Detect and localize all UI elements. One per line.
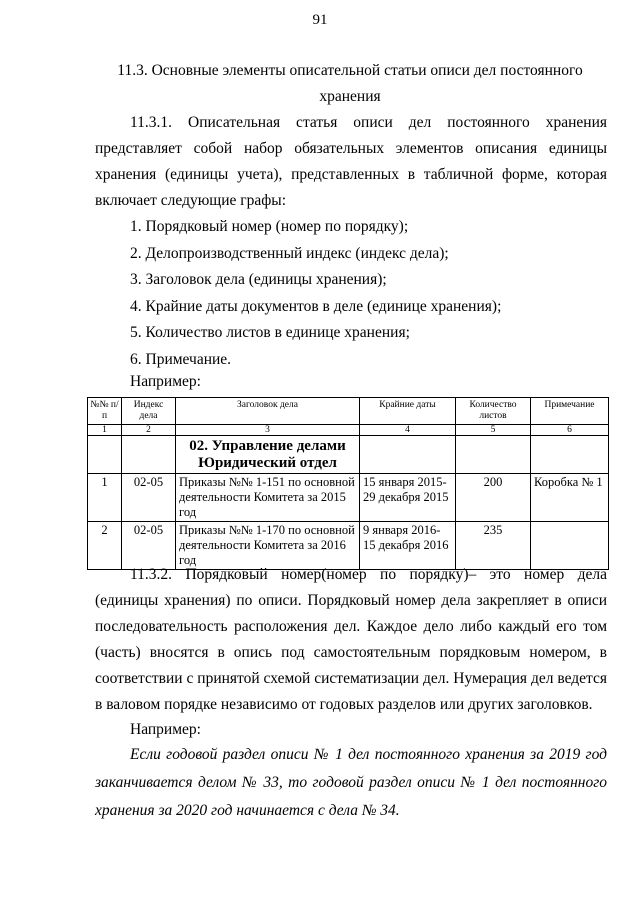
example-text: Если годовой раздел описи № 1 дел постоянного хранения за 2019 год заканчивается делом № 33, то годовой раздел описи № 1 дел постоянного хранения за 2020 год начинается с дела № 34.	[95, 746, 607, 819]
list-item: 3. Заголовок дела (единицы хранения);	[130, 271, 387, 288]
list-item: 5. Количество листов в единице хранения;	[130, 324, 410, 341]
section-row	[88, 436, 609, 474]
example-label: Например:	[130, 721, 201, 738]
header-cell: Количество листов	[456, 398, 531, 425]
list-item: 4. Крайние даты документов в деле (единице хранения);	[130, 297, 502, 315]
inventory-table	[87, 397, 609, 570]
row-number: 1	[88, 474, 122, 522]
row-sheets: 200	[456, 474, 531, 522]
list-item: 6. Примечание.	[130, 350, 232, 368]
header-cell: Заголовок дела	[176, 398, 360, 425]
list-item: 1. Порядковый номер (номер по порядку);	[130, 218, 409, 235]
row-index: 02-05	[122, 522, 176, 570]
table-row	[88, 474, 609, 522]
column-number: 5	[456, 425, 531, 436]
example-label: Например:	[130, 373, 201, 390]
row-sheets: 235	[456, 522, 531, 570]
list-item: 2. Делопроизводственный индекс (индекс дела);	[130, 244, 449, 262]
column-number-row	[88, 425, 609, 436]
column-number: 1	[88, 425, 122, 436]
paragraph-11-3-2: 11.3.2. Порядковый номер(номер по порядку)– это номер дела (единицы хранения) по описи. Порядковый номер дела закрепляет в описи последовательность расположения дел. Каждое дело либо каждый его том (часть) вносятся в опись под самостоятельным порядковым номером, в соответствии с принятой схемой систематизации дел. Нумерация дел ведется в валовом порядке независимо от годовых разделов или других заголовков.	[95, 566, 607, 713]
row-title: Приказы №№ 1-151 по основной деятельности Комитета за 2015 год	[176, 474, 360, 522]
columns-list	[130, 214, 501, 373]
row-number: 2	[88, 522, 122, 570]
page-number: 91	[312, 12, 328, 28]
header-cell: №№ п/п	[88, 398, 122, 425]
section-title: 02. Управление делами Юридический отдел	[176, 436, 360, 474]
column-number: 6	[531, 425, 609, 436]
header-cell: Примечание	[531, 398, 609, 425]
row-note: Коробка № 1	[531, 474, 609, 522]
row-dates: 9 января 2016-15 декабря 2016	[360, 522, 456, 570]
header-cell: Крайние даты	[360, 398, 456, 425]
section-heading: 11.3. Основные элементы описательной статьи описи дел постоянного хранения	[117, 62, 583, 105]
header-cell: Индекс дела	[122, 398, 176, 425]
column-number: 3	[176, 425, 360, 436]
row-dates: 15 января 2015-29 декабря 2015	[360, 474, 456, 522]
row-title: Приказы №№ 1-170 по основной деятельности Комитета за 2016 год	[176, 522, 360, 570]
table-header-row	[88, 398, 609, 425]
row-index: 02-05	[122, 474, 176, 522]
paragraph-11-3-1: 11.3.1. Описательная статья описи дел постоянного хранения представляет собой набор обязательных элементов описания единицы хранения (единицы учета), представленных в табличной форме, которая включает следующие графы:	[95, 114, 607, 209]
column-number: 2	[122, 425, 176, 436]
column-number: 4	[360, 425, 456, 436]
